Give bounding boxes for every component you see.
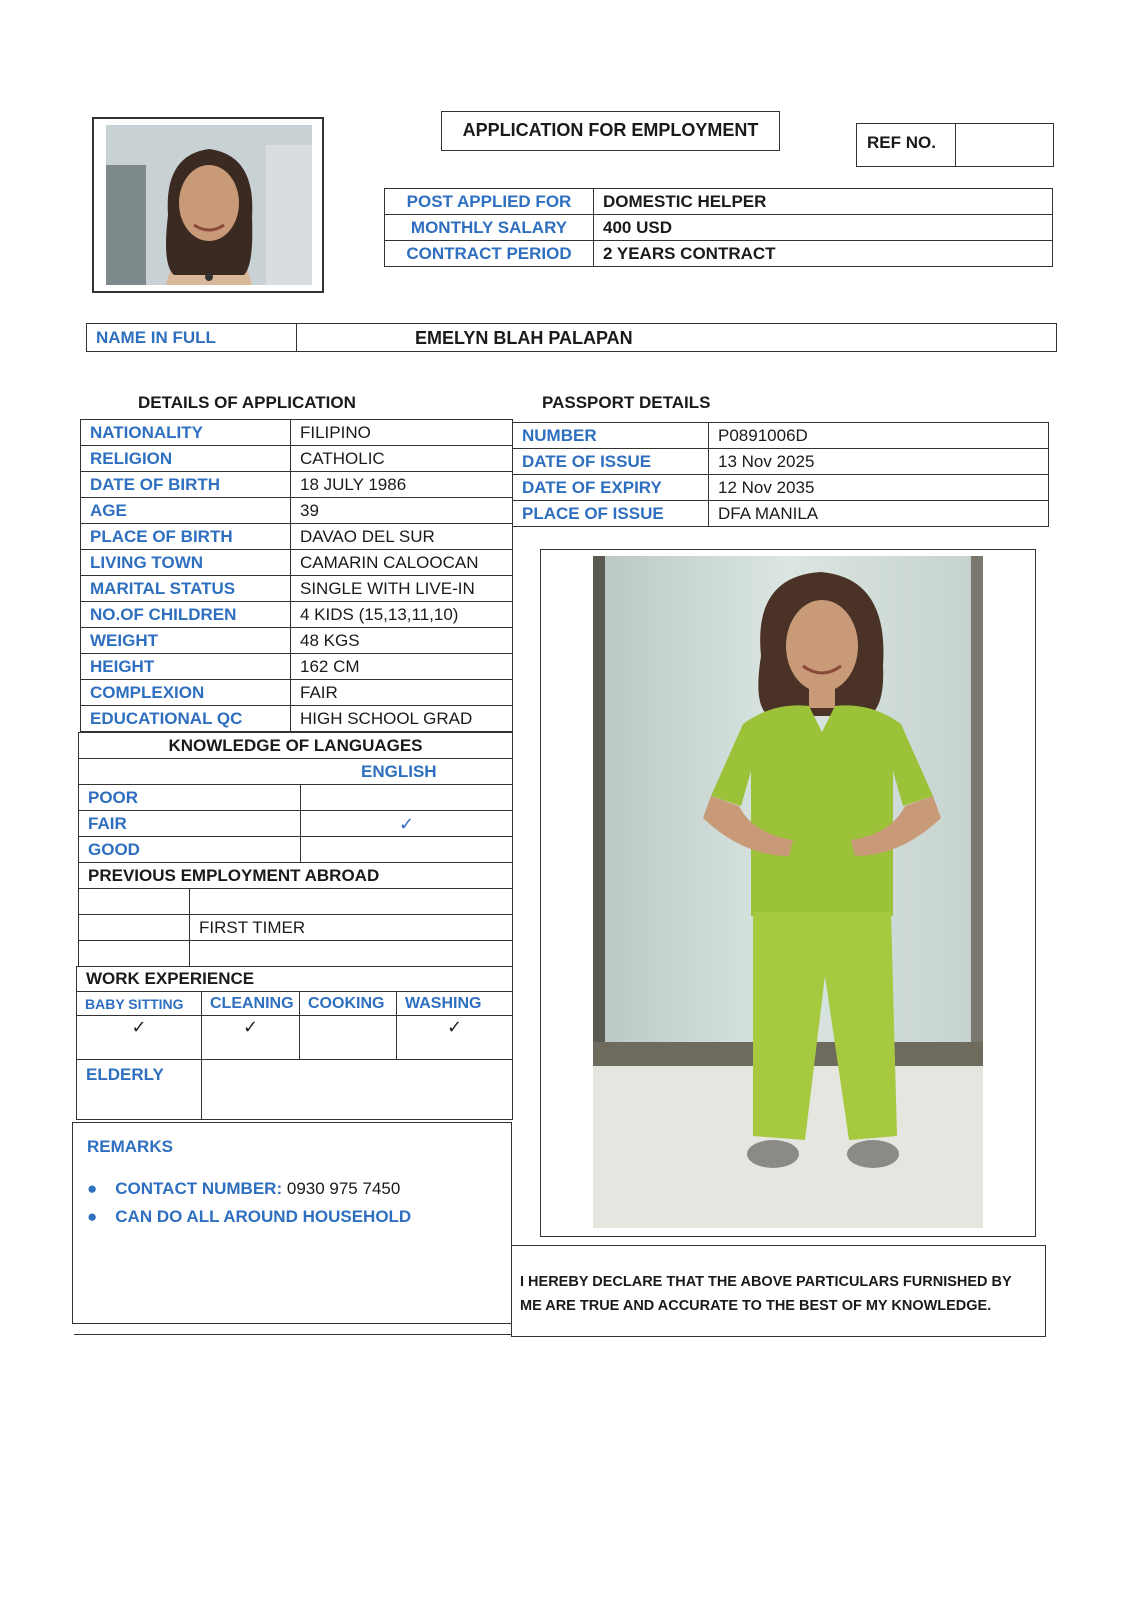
passport-value: 13 Nov 2025 — [709, 449, 1049, 475]
details-value: DAVAO DEL SUR — [291, 524, 513, 550]
form-title: APPLICATION FOR EMPLOYMENT — [462, 120, 759, 140]
previous-employment-value: FIRST TIMER — [190, 915, 513, 941]
language-english: ENGLISH — [79, 759, 513, 785]
details-row — [81, 628, 513, 654]
ref-no-label: REF NO. — [867, 133, 936, 152]
details-label: LIVING TOWN — [81, 550, 291, 576]
languages-heading: KNOWLEDGE OF LANGUAGES — [79, 733, 513, 759]
details-label: NO.OF CHILDREN — [81, 602, 291, 628]
passport-row — [513, 501, 1049, 527]
contract-value: 2 YEARS CONTRACT — [594, 241, 1053, 267]
details-row — [81, 680, 513, 706]
ref-no-box — [856, 123, 1054, 167]
details-label: PLACE OF BIRTH — [81, 524, 291, 550]
skill-cleaning: CLEANING — [202, 992, 300, 1016]
skill-elderly: ELDERLY — [77, 1060, 202, 1120]
details-value: 39 — [291, 498, 513, 524]
skill-elderly-mark — [202, 1060, 513, 1120]
details-label: HEIGHT — [81, 654, 291, 680]
post-row — [385, 215, 1053, 241]
post-value: DOMESTIC HELPER — [594, 189, 1053, 215]
passport-value: 12 Nov 2035 — [709, 475, 1049, 501]
details-row — [81, 446, 513, 472]
details-label: MARITAL STATUS — [81, 576, 291, 602]
details-row — [81, 498, 513, 524]
level-poor-mark — [301, 785, 513, 811]
contact-value: 0930 975 7450 — [286, 1179, 401, 1198]
full-body-photo-frame — [540, 549, 1036, 1237]
bullet-icon: ● — [87, 1207, 98, 1226]
details-value: SINGLE WITH LIVE-IN — [291, 576, 513, 602]
details-label: COMPLEXION — [81, 680, 291, 706]
details-value: FAIR — [291, 680, 513, 706]
details-value: 48 KGS — [291, 628, 513, 654]
details-row — [81, 524, 513, 550]
previous-employment-heading: PREVIOUS EMPLOYMENT ABROAD — [79, 863, 513, 889]
post-row — [385, 189, 1053, 215]
declaration-line1: I HEREBY DECLARE THAT THE ABOVE PARTICULARS FURNISHED BY — [520, 1274, 1012, 1290]
previous-employment-table — [78, 862, 513, 967]
skill-cooking-mark — [300, 1016, 397, 1060]
declaration-box — [511, 1245, 1046, 1337]
skill-washing: WASHING — [397, 992, 513, 1016]
remarks-item — [87, 1179, 400, 1199]
details-label: RELIGION — [81, 446, 291, 472]
skill-baby-sitting: BABY SITTING — [77, 992, 202, 1016]
details-heading: DETAILS OF APPLICATION — [138, 393, 356, 412]
passport-table — [512, 422, 1049, 527]
full-body-photo — [593, 556, 983, 1228]
portrait-photo-frame — [92, 117, 324, 293]
form-title-box — [441, 111, 780, 151]
contract-label: CONTRACT PERIOD — [385, 241, 594, 267]
level-good: GOOD — [79, 837, 301, 863]
details-value: 162 CM — [291, 654, 513, 680]
details-row — [81, 420, 513, 446]
passport-label: NUMBER — [513, 423, 709, 449]
salary-label: MONTHLY SALARY — [385, 215, 594, 241]
details-value: CAMARIN CALOOCAN — [291, 550, 513, 576]
post-row — [385, 241, 1053, 267]
passport-row — [513, 475, 1049, 501]
post-table — [384, 188, 1053, 267]
details-value: 18 JULY 1986 — [291, 472, 513, 498]
work-experience-heading: WORK EXPERIENCE — [77, 967, 513, 992]
contact-label: CONTACT NUMBER: — [115, 1179, 283, 1198]
languages-table — [78, 732, 513, 863]
details-table — [80, 419, 513, 732]
details-value: FILIPINO — [291, 420, 513, 446]
bullet-icon: ● — [87, 1179, 98, 1198]
remarks-heading: REMARKS — [87, 1137, 173, 1156]
passport-row — [513, 449, 1049, 475]
details-value: HIGH SCHOOL GRAD — [291, 706, 513, 732]
remarks-item — [87, 1207, 411, 1227]
ref-no-divider — [955, 124, 956, 166]
details-row — [81, 550, 513, 576]
post-label: POST APPLIED FOR — [385, 189, 594, 215]
level-poor: POOR — [79, 785, 301, 811]
details-row — [81, 472, 513, 498]
declaration-line2: ME ARE TRUE AND ACCURATE TO THE BEST OF MY KNOWLEDGE. — [520, 1298, 992, 1314]
passport-row — [513, 423, 1049, 449]
details-label: NATIONALITY — [81, 420, 291, 446]
work-experience-table — [76, 966, 513, 1120]
passport-label: DATE OF ISSUE — [513, 449, 709, 475]
name-table — [86, 323, 1057, 352]
skill-cleaning-mark: ✓ — [202, 1016, 300, 1060]
details-label: AGE — [81, 498, 291, 524]
details-value: 4 KIDS (15,13,11,10) — [291, 602, 513, 628]
passport-label: PLACE OF ISSUE — [513, 501, 709, 527]
details-label: DATE OF BIRTH — [81, 472, 291, 498]
skill-baby-sitting-mark: ✓ — [77, 1016, 202, 1060]
details-row — [81, 576, 513, 602]
bottom-rule — [74, 1334, 512, 1335]
name-label: NAME IN FULL — [87, 324, 297, 352]
salary-value: 400 USD — [594, 215, 1053, 241]
skill-cooking: COOKING — [300, 992, 397, 1016]
level-good-mark — [301, 837, 513, 863]
passport-label: DATE OF EXPIRY — [513, 475, 709, 501]
level-fair-mark: ✓ — [301, 811, 513, 837]
remarks-box — [72, 1122, 512, 1324]
passport-heading: PASSPORT DETAILS — [542, 393, 711, 412]
level-fair: FAIR — [79, 811, 301, 837]
details-row — [81, 706, 513, 732]
details-value: CATHOLIC — [291, 446, 513, 472]
details-row — [81, 602, 513, 628]
details-label: WEIGHT — [81, 628, 291, 654]
passport-value: P0891006D — [709, 423, 1049, 449]
details-row — [81, 654, 513, 680]
name-value: EMELYN BLAH PALAPAN — [297, 324, 1057, 352]
remarks-item2: CAN DO ALL AROUND HOUSEHOLD — [115, 1207, 412, 1226]
passport-value: DFA MANILA — [709, 501, 1049, 527]
skill-washing-mark: ✓ — [397, 1016, 513, 1060]
details-label: EDUCATIONAL QC — [81, 706, 291, 732]
portrait-photo — [106, 125, 312, 285]
